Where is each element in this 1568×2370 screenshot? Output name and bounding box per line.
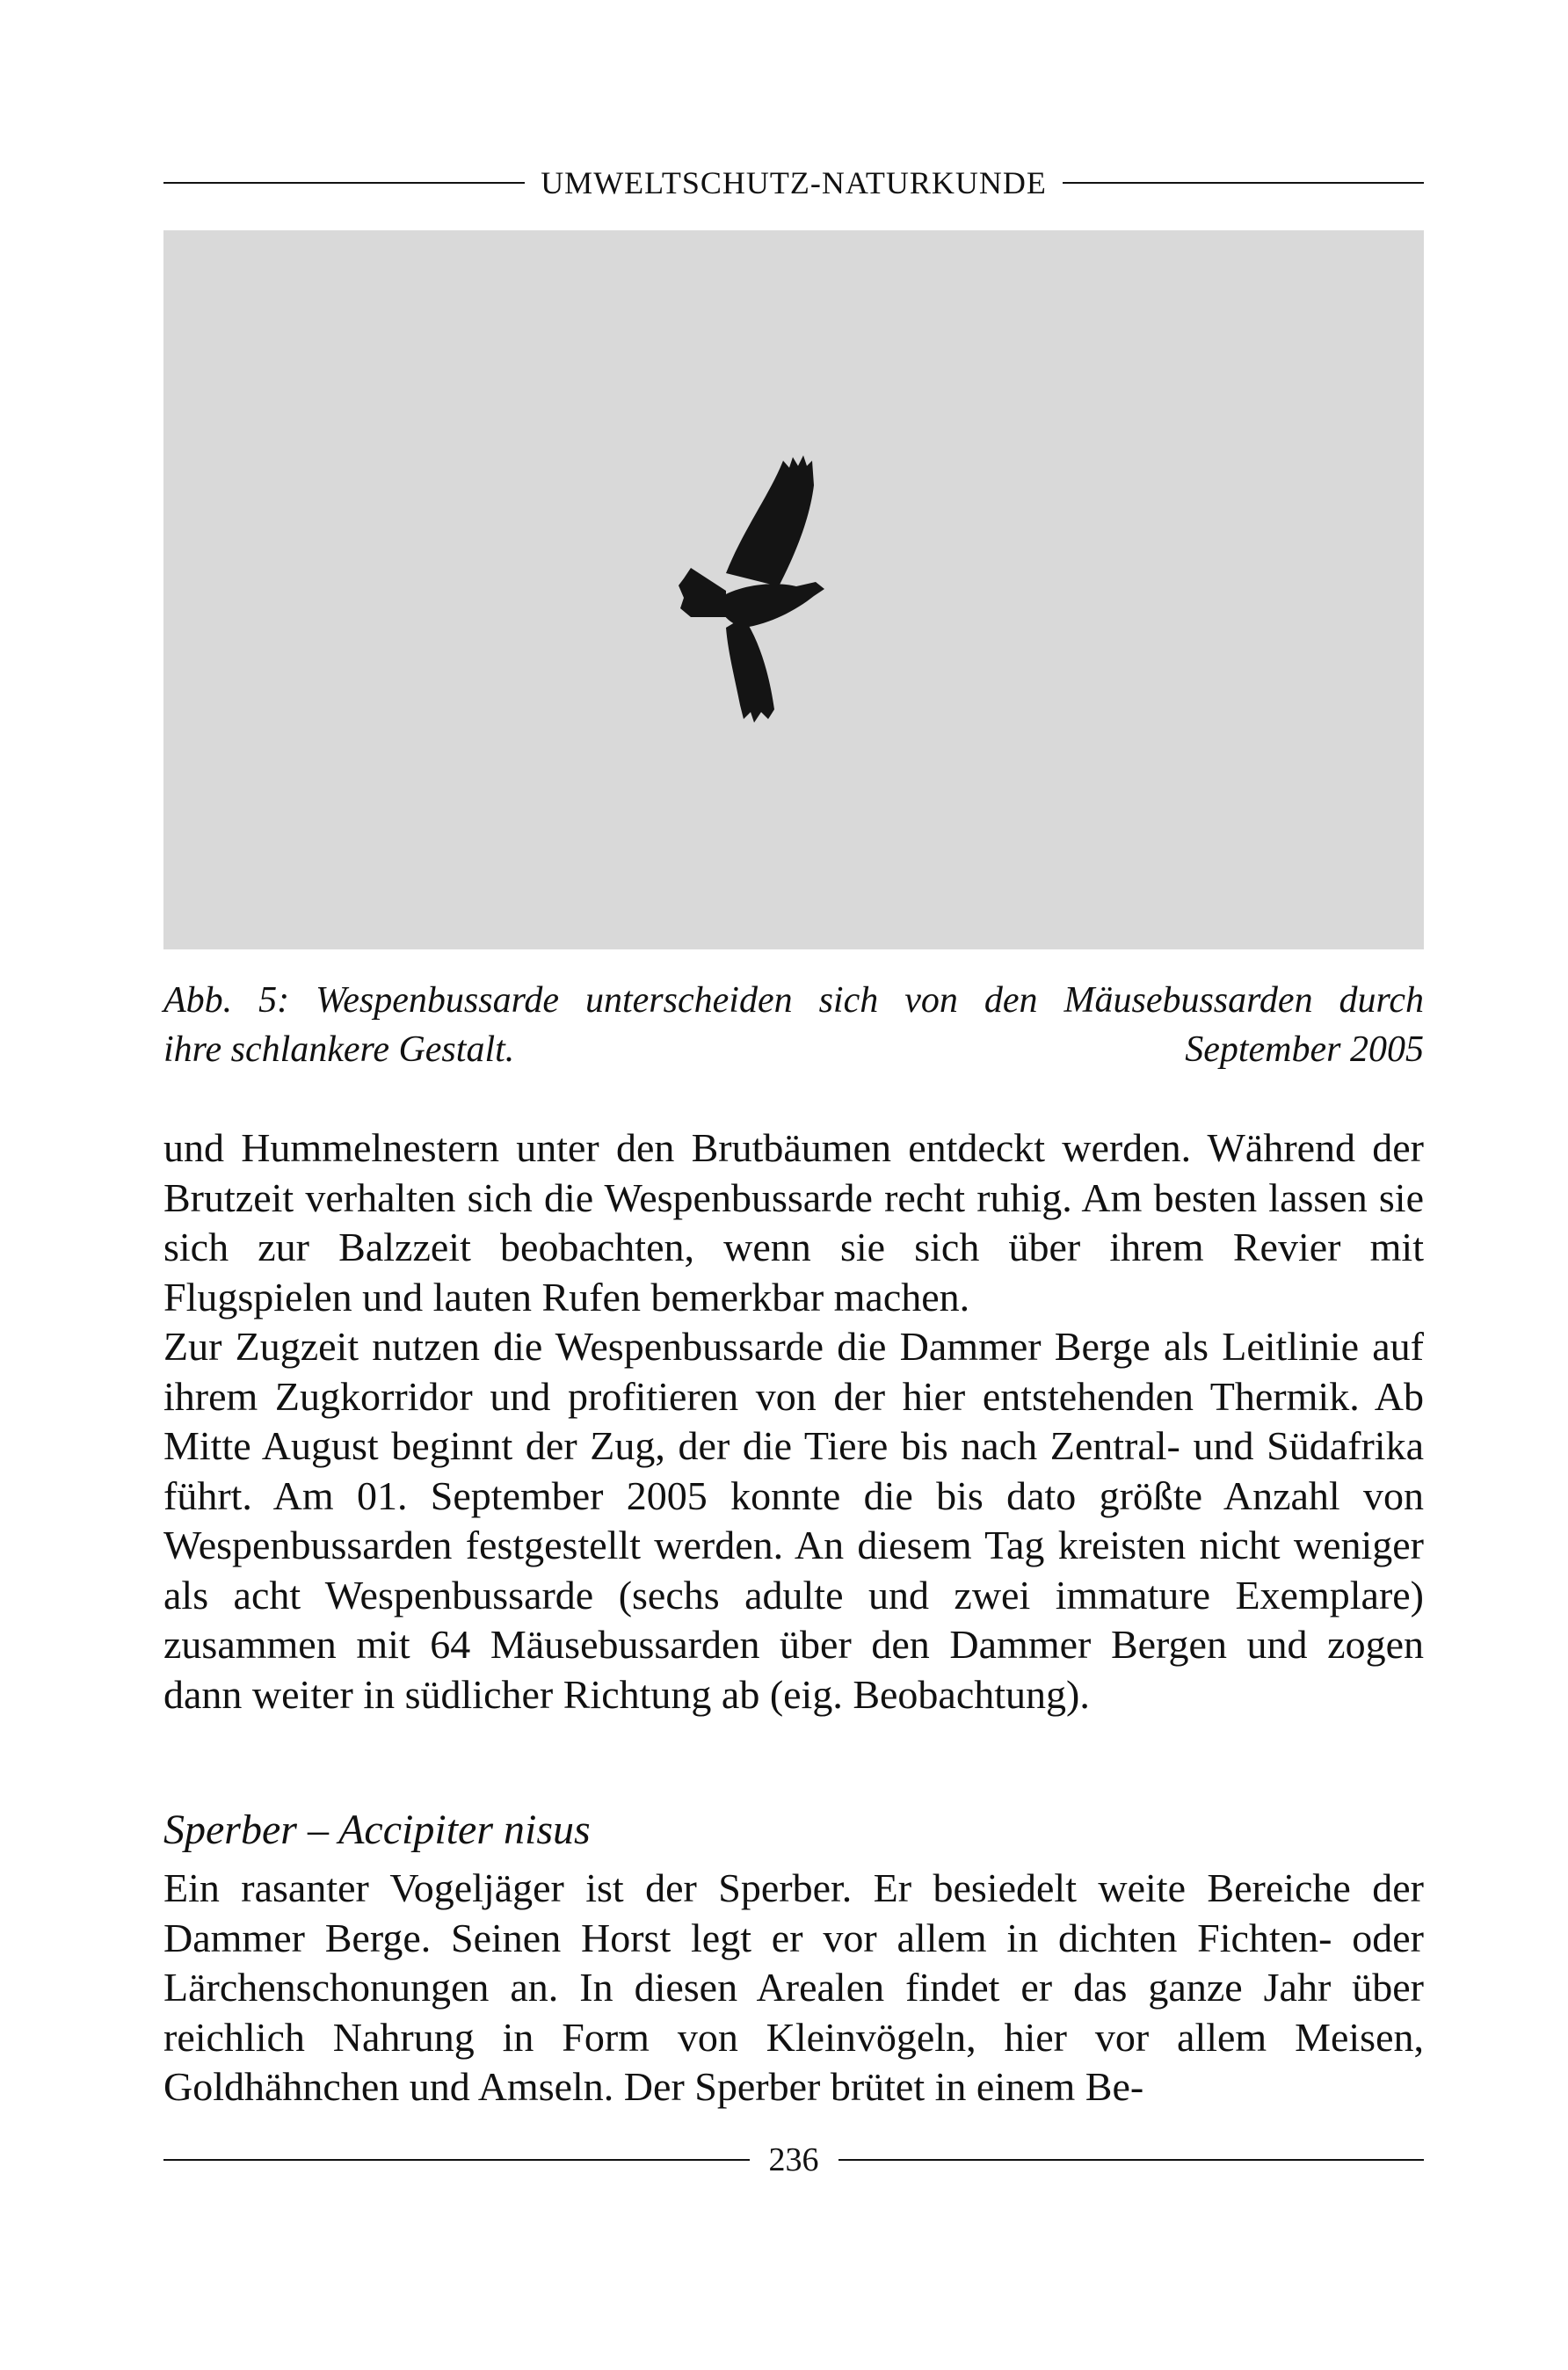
header-rule-right	[1063, 182, 1424, 184]
paragraph-1: und Hummelnestern unter den Brutbäumen entdeckt werden. Während der Brutzeit verhalten sich die Wespenbussarde recht ruhig. Am besten lassen sie sich zur Balzzeit beobachten, wenn sie sich über ihrem Revier mit Flugspielen und lauten Rufen bemerkbar machen.	[163, 1125, 1424, 1319]
section-heading: Sperber – Accipiter nisus	[163, 1807, 591, 1853]
caption-text: ihre schlankere Gestalt.	[163, 1029, 515, 1070]
section-paragraph: Ein rasanter Vogeljäger ist der Sperber. Er besiedelt weite Bereiche der Dammer Berge. Seinen Horst legt er vor allem in dichten Fichten- oder Lärchenschonungen an. In diesen Arealen findet er das ganze Jahr über reichlich Nahrung in Form von Kleinvögeln, hier vor allem Meisen, Goldhähnchen und Amseln. Der Sperber brütet in einem Be-	[163, 1865, 1424, 2109]
bird-silhouette-image	[163, 230, 1424, 949]
figure-caption	[163, 976, 1424, 1074]
body-text	[163, 1123, 1424, 1719]
running-header	[163, 164, 1424, 202]
figure-photo	[163, 230, 1424, 949]
page-number: 236	[768, 2141, 819, 2178]
section-body	[163, 1864, 1424, 2112]
footer-rule-left	[163, 2159, 750, 2161]
footer-rule-right	[838, 2159, 1425, 2161]
caption-line-1: Abb. 5: Wespenbussarde unterscheiden sich von den Mäusebussarden durch	[163, 980, 1424, 1021]
page-footer	[163, 2138, 1424, 2182]
paragraph-2: Zur Zugzeit nutzen die Wespenbussarde die Dammer Berge als Leitlinie auf ihrem Zugkorridor und profitieren von der hier entstehenden Thermik. Ab Mitte August beginnt der Zug, der die Tiere bis nach Zentral- und Südafrika führt. Am 01. September 2005 konnte die bis dato größte Anzahl von Wespenbussarden festgestellt werden. An diesem Tag kreisten nicht weniger als acht Wespenbussarde (sechs adulte und zwei immature Exemplare) zusammen mit 64 Mäusebussarden über den Dammer Bergen und zogen dann weiter in südlicher Richtung ab (eig. Beobachtung).	[163, 1324, 1424, 1717]
caption-date: September 2005	[1185, 1029, 1424, 1070]
header-rule-left	[163, 182, 525, 184]
running-title: UMWELTSCHUTZ-NATURKUNDE	[541, 165, 1047, 200]
caption-line-2	[163, 1025, 1424, 1074]
